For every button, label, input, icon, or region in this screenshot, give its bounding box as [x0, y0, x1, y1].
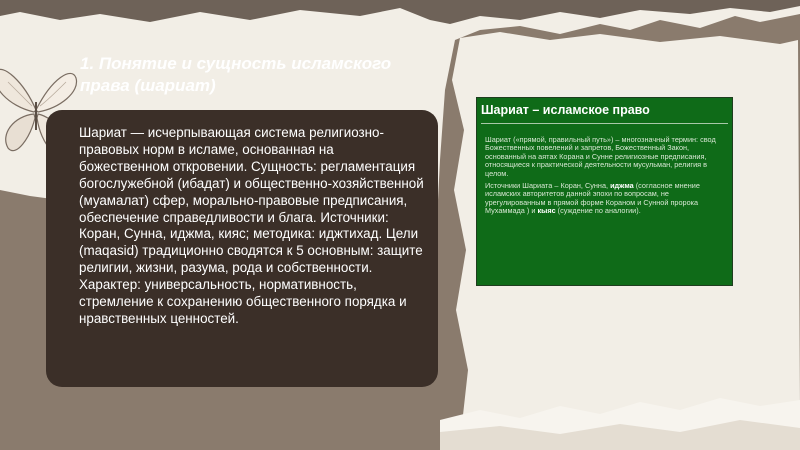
- panel-title: Шариат – исламское право: [481, 103, 650, 117]
- panel-bold-term: кыяс: [537, 206, 556, 216]
- shariat-image-panel: [476, 97, 733, 286]
- torn-paper-bottom: [0, 380, 800, 450]
- panel-divider: [481, 123, 728, 124]
- body-text: Шариат — исчерпывающая система религиозно-правовых норм в исламе, основанная на божественном откровении. Сущность: регламентация богослужебной (ибадат) и общественно-хозяйственной (муамалат) сфер, морально-правовые предписания, обеспечение справедливости и блага. Источники: Коран, Сунна, иджма, кияс; методика: иджтихад. Цели (maqasid) традиционно сводятся к 5 основным: защите религии, жизни, разума, рода и собственности. Характер: универсальность, нормативность, стремление к сохранению общественного порядка и нравственных ценностей.: [79, 125, 424, 326]
- panel-text: Источники Шариата – Коран, Сунна,: [485, 181, 611, 191]
- panel-bold-term: иджма: [610, 181, 634, 191]
- panel-paragraph-1: Шариат («прямой, правильный путь») – многозначный термин: свод Божественных повелений и запретов, Божественный Закон, основанный на аятах Корана и Сунне религиозные предписания, относящиеся к практической деятельности мусульман, религия в целом.: [485, 135, 716, 178]
- slide-title: 1. Понятие и сущность исламского права (шариат): [80, 54, 392, 95]
- panel-paragraph-2: [485, 182, 725, 216]
- panel-body: [485, 136, 725, 220]
- panel-text: (суждение по аналогии).: [555, 206, 641, 216]
- text-card: [46, 110, 438, 387]
- panel-text: (согласное мнение исламских авторитетов данной эпохи по вопросам, не урегулированным в прямой форме Кораном и Сунной пророка Мухаммада ) и: [485, 181, 700, 216]
